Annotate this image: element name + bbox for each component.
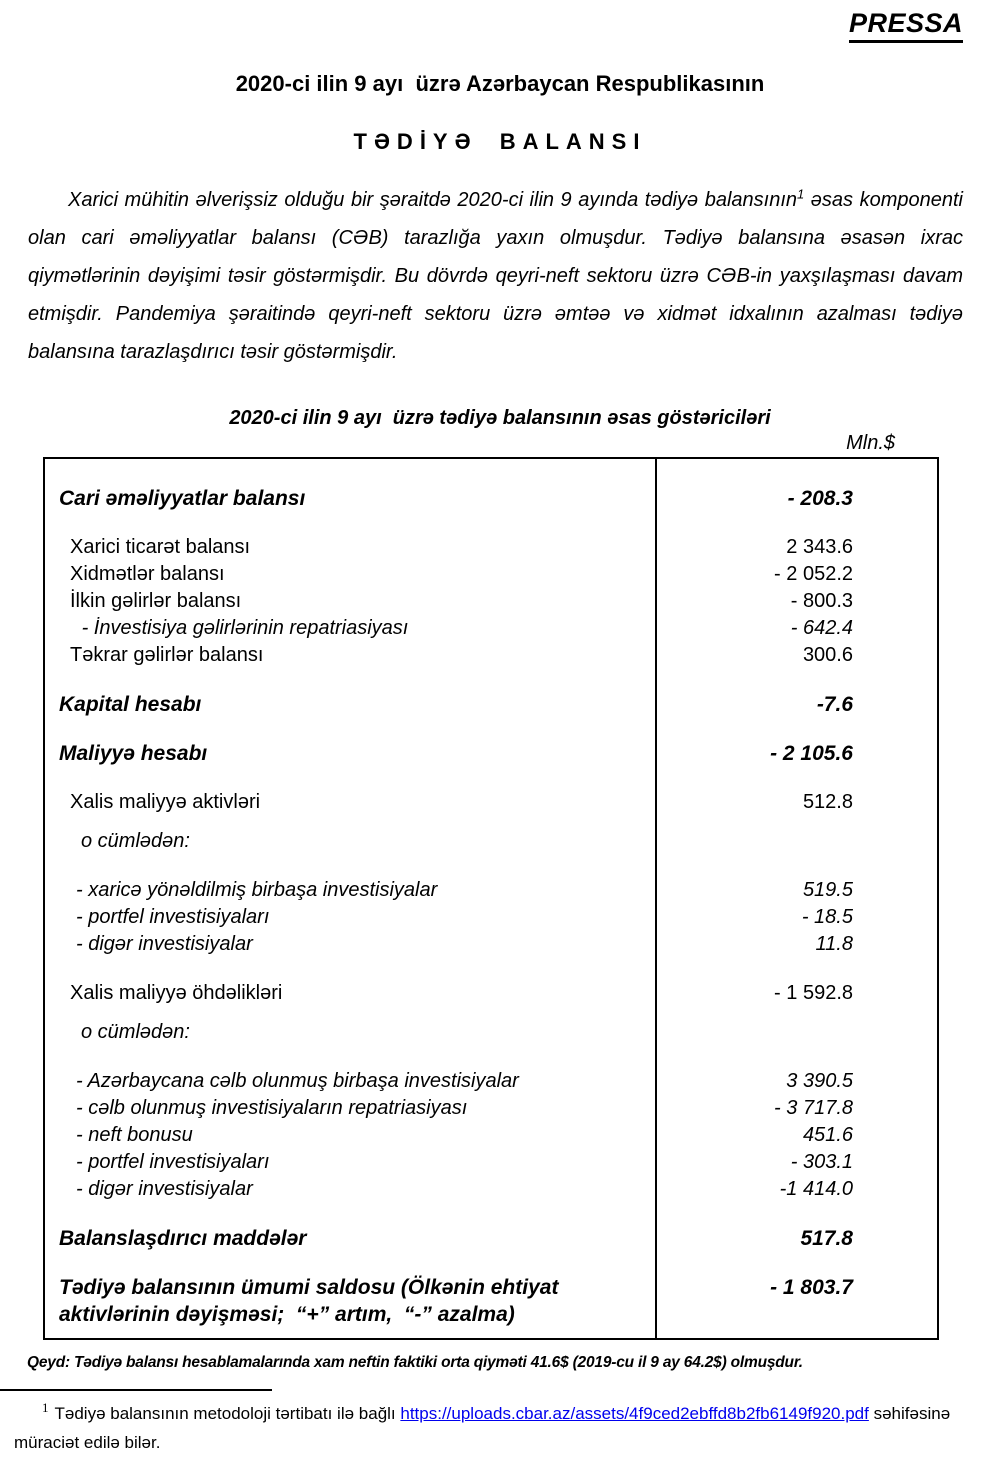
table-row [45, 767, 937, 816]
table-row [45, 615, 937, 642]
table-row [45, 931, 937, 958]
table-row [45, 958, 937, 1007]
row-label: - xaricə yönəldilmiş birbaşa investisiyalar [45, 855, 657, 904]
row-value: - 3 717.8 [774, 1097, 853, 1119]
row-label: - portfel investisiyaları [45, 904, 657, 931]
table-row [45, 1252, 937, 1338]
table-row [45, 1095, 937, 1122]
row-label: Xalis maliyyə aktivləri [45, 767, 657, 816]
table-row [45, 1007, 937, 1046]
footnote-number: 1 [42, 1400, 49, 1416]
row-label: Tədiyə balansının ümumi saldosu (Ölkənin ehtiyat aktivlərinin dəyişməsi; “+” artım, “-” azalma) [45, 1252, 657, 1338]
row-label: - İnvestisiya gəlirlərinin repatriasiyası [45, 615, 657, 642]
table-row [45, 1176, 937, 1203]
footnote-link[interactable]: https://uploads.cbar.az/assets/4f9ced2ebffd8b2fb6149f920.pdf [400, 1404, 869, 1423]
row-label: Xidmətlər balansı [45, 561, 657, 588]
row-label: Xarici ticarət balansı [45, 512, 657, 561]
row-value: - 642.4 [790, 617, 853, 639]
row-value [657, 816, 937, 855]
row-value: - 2 105.6 [770, 742, 853, 765]
table-row [45, 904, 937, 931]
row-label: - Azərbaycana cəlb olunmuş birbaşa investisiyalar [45, 1046, 657, 1095]
pressa-label: PRESSA [849, 8, 963, 43]
row-label: Cari əməliyyatlar balansı [45, 459, 657, 512]
row-label: - neft bonusu [45, 1122, 657, 1149]
intro-text-part2: əsas komponenti olan cari əməliyyatlar balansı (CƏB) tarazlığa yaxın olmuşdur. Tədiyə balansına əsasən ixrac qiymətlərinin dəyişimi təsir göstərmişdir. Bu dövrdə qeyri-neft sektoru üzrə CƏB-in yaxşılaşması davam etmişdir. Pandemiya şəraitində qeyri-neft sektoru üzrə əmtəə və xidmət idxalının azalması tədiyə balansına tarazlaşdırıcı təsir göstərmişdir. [28, 189, 963, 363]
row-value: 512.8 [802, 791, 853, 813]
document-page [0, 8, 1000, 1459]
table-row [45, 642, 937, 669]
intro-paragraph [28, 181, 963, 371]
table-row [45, 669, 937, 718]
row-value [657, 1007, 937, 1046]
table-row [45, 718, 937, 767]
table-unit-label: Mln.$ [846, 432, 895, 454]
row-value: - 1 803.7 [770, 1276, 853, 1299]
row-label: Təkrar gəlirlər balansı [45, 642, 657, 669]
row-value: - 800.3 [790, 590, 853, 612]
footnote-separator [0, 1389, 272, 1391]
row-value: - 2 052.2 [774, 563, 853, 585]
table-title: 2020-ci ilin 9 ayı üzrə tədiyə balansının əsas göstəriciləri [229, 407, 771, 429]
row-value: - 18.5 [801, 906, 853, 928]
table-row [45, 1203, 937, 1252]
row-label: İlkin gəlirlər balansı [45, 588, 657, 615]
row-value: 11.8 [815, 933, 853, 955]
table-row [45, 512, 937, 561]
table-row [45, 1046, 937, 1095]
row-value: -1 414.0 [779, 1178, 853, 1200]
table-row [45, 588, 937, 615]
row-label: Maliyyə hesabı [45, 718, 657, 767]
footnote [14, 1399, 960, 1457]
row-value: 2 343.6 [786, 536, 853, 558]
pressa-header [0, 8, 963, 43]
balance-of-payments-table [43, 457, 939, 1340]
table-row [45, 816, 937, 855]
row-value: 3 390.5 [786, 1070, 853, 1092]
row-label: - cəlb olunmuş investisiyaların repatriasiyası [45, 1095, 657, 1122]
row-value: 300.6 [802, 644, 853, 666]
row-value: - 303.1 [790, 1151, 853, 1173]
footnote-text-before-link: Tədiyə balansının metodoloji tərtibatı ilə bağlı [54, 1404, 401, 1423]
row-value: 517.8 [800, 1227, 853, 1250]
intro-text-part1: Xarici mühitin əlverişsiz olduğu bir şəraitdə 2020-ci ilin 9 ayında tədiyə balansının [68, 189, 798, 211]
row-value: - 1 592.8 [774, 982, 853, 1004]
row-value: -7.6 [816, 693, 853, 716]
row-label: Kapital hesabı [45, 669, 657, 718]
row-label: o cümlədən: [45, 816, 657, 855]
note-line: Qeyd: Tədiyə balansı hesablamalarında xam neftin faktiki orta qiyməti 41.6$ (2019-cu il 9 ay 64.2$) olmuşdur. [27, 1354, 803, 1371]
table-row [45, 459, 937, 512]
table-row [45, 1122, 937, 1149]
row-label: o cümlədən: [45, 1007, 657, 1046]
row-value: - 208.3 [787, 487, 853, 510]
table-row [45, 855, 937, 904]
footnote-reference-mark: 1 [797, 186, 805, 202]
row-label: Balanslaşdırıcı maddələr [45, 1203, 657, 1252]
footnote-text-after-link: səhifəsinə müraciət edilə bilər. [14, 1404, 951, 1452]
document-title-line2: TƏDİYƏ BALANSI [353, 129, 647, 154]
row-label: - digər investisiyalar [45, 931, 657, 958]
row-value: 451.6 [802, 1124, 853, 1146]
document-title-line1: 2020-ci ilin 9 ayı üzrə Azərbaycan Respublikasının [235, 71, 765, 96]
table-row [45, 1149, 937, 1176]
row-value: 519.5 [802, 879, 853, 901]
row-label: Xalis maliyyə öhdəlikləri [45, 958, 657, 1007]
table-row [45, 561, 937, 588]
row-label: - portfel investisiyaları [45, 1149, 657, 1176]
row-label: - digər investisiyalar [45, 1176, 657, 1203]
